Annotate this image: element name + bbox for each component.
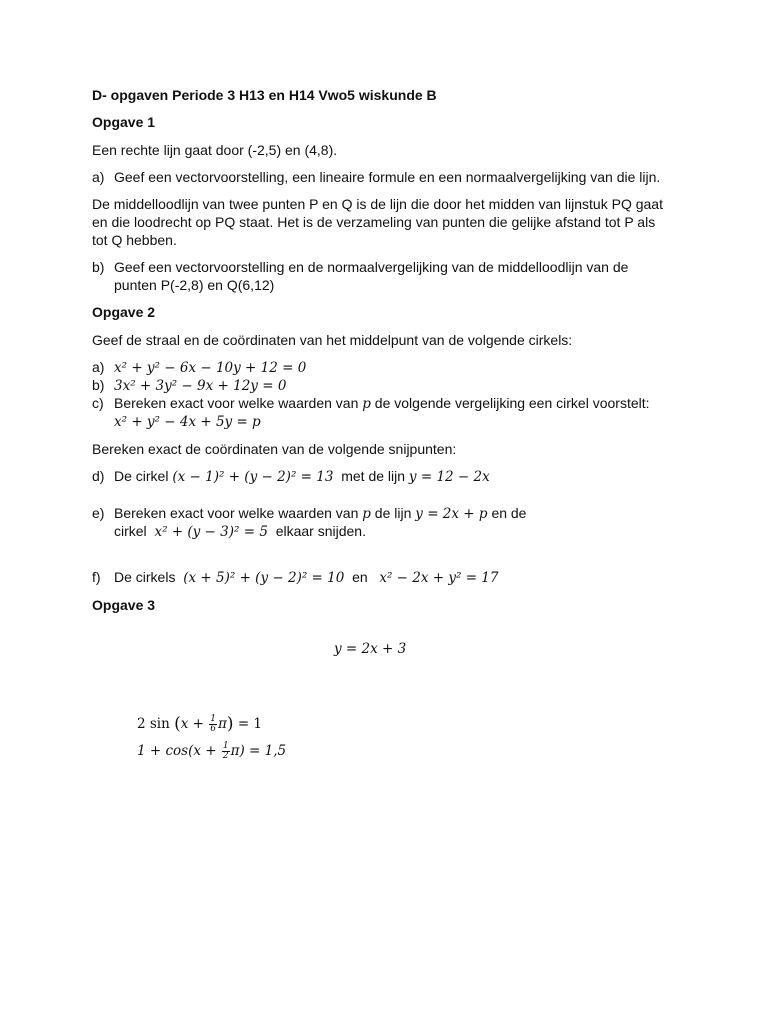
item-label: f) — [92, 569, 101, 585]
opgave2-intro: Geef de straal en de coördinaten van het middelpunt van de volgende cirkels: — [92, 332, 573, 348]
opgave2-item-f — [92, 568, 499, 587]
opgave2-heading: Opgave 2 — [92, 304, 156, 320]
item-text: elkaar snijden. — [275, 523, 366, 539]
eq-part: = 1 — [237, 716, 263, 732]
item-text: Geef een vectorvoorstelling en de normaalvergelijking van de middelloodlijn van de — [114, 259, 629, 275]
eq-part: π — [218, 716, 227, 732]
opgave2-item-a — [92, 358, 306, 377]
opgave1-item-b-line2: punten P(-2,8) en Q(6,12) — [114, 277, 275, 293]
item-label: c) — [92, 395, 104, 411]
opgave2-intro2: Bereken exact de coördinaten van de volgende snijpunten: — [92, 441, 457, 457]
opgave3-center-equation: y = 2x + 3 — [334, 641, 407, 657]
opgave1-intro: Een rechte lijn gaat door (-2,5) en (4,8). — [92, 142, 338, 158]
item-text: De cirkel — [114, 468, 169, 484]
equation: x² + y² − 6x − 10y + 12 = 0 — [114, 360, 307, 376]
item-text: met de lijn — [341, 468, 406, 484]
item-text: en de — [491, 505, 527, 521]
opgave2-item-b — [92, 376, 286, 395]
eq-part: x + — [180, 716, 204, 732]
equation: x² − 2x + y² = 17 — [379, 570, 499, 586]
opgave2-item-c-equation — [114, 412, 261, 431]
paren-open: ( — [174, 714, 181, 734]
variable: p — [362, 506, 371, 522]
opgave3-equation1 — [137, 712, 262, 736]
opgave1-item-a — [92, 168, 660, 186]
eq-part: 1 + cos(x + — [137, 743, 217, 759]
item-label: a) — [92, 359, 105, 375]
eq-part: 2 sin — [137, 716, 170, 732]
equation: y = 12 − 2x — [408, 469, 490, 485]
item-label: a) — [92, 169, 105, 185]
opgave3-equation2 — [137, 739, 286, 763]
item-text: De cirkels — [114, 569, 176, 585]
opgave2-item-e — [92, 504, 526, 523]
paren-close: ) — [226, 714, 234, 734]
item-label: b) — [92, 377, 105, 393]
item-text: en — [352, 569, 368, 585]
item-text: cirkel — [114, 523, 147, 539]
opgave1-heading: Opgave 1 — [92, 114, 156, 130]
equation: y = 2x + p — [415, 506, 488, 522]
equation: (x − 1)² + (y − 2)² = 13 — [172, 469, 334, 485]
equation: (x + 5)² + (y − 2)² = 10 — [183, 570, 345, 586]
opgave1-paragraph-line1: De middelloodlijn van twee punten P en Q is de lijn die door het midden van lijnstuk PQ gaat — [92, 196, 663, 212]
item-text: Bereken exact voor welke waarden van — [114, 395, 359, 411]
equation: x² + (y − 3)² = 5 — [154, 524, 268, 540]
opgave1-item-b — [92, 258, 628, 276]
item-label: e) — [92, 505, 105, 521]
opgave2-item-e-line2 — [114, 522, 366, 541]
fraction-denominator: 2 — [222, 751, 229, 761]
opgave1-paragraph-line3: tot Q hebben. — [92, 232, 177, 248]
eq-part: π) = 1,5 — [230, 743, 287, 759]
equation: x² + y² − 4x + 5y = p — [114, 414, 261, 430]
item-label: d) — [92, 468, 105, 484]
opgave3-heading: Opgave 3 — [92, 597, 156, 613]
item-text: Geef een vectorvoorstelling, een lineaire formule en een normaalvergelijking van die lijn. — [114, 169, 661, 185]
fraction-denominator: 6 — [210, 724, 217, 734]
opgave1-paragraph-line2: en die loodrecht op PQ staat. Het is de verzameling van punten die gelijke afstand tot P als — [92, 214, 656, 230]
opgave2-item-d — [92, 467, 490, 486]
item-text: Bereken exact voor welke waarden van — [114, 505, 359, 521]
document-title: D- opgaven Periode 3 H13 en H14 Vwo5 wiskunde B — [92, 87, 437, 103]
equation: 3x² + 3y² − 9x + 12y = 0 — [114, 378, 287, 394]
item-label: b) — [92, 259, 105, 275]
opgave2-item-c — [92, 394, 650, 413]
fraction-numerator: 1 — [210, 714, 217, 724]
fraction — [222, 742, 230, 761]
fraction — [209, 715, 217, 734]
item-text: de volgende vergelijking een cirkel voorstelt: — [374, 395, 650, 411]
item-text: de lijn — [374, 505, 412, 521]
variable: p — [362, 396, 371, 412]
fraction-numerator: 1 — [222, 741, 229, 751]
